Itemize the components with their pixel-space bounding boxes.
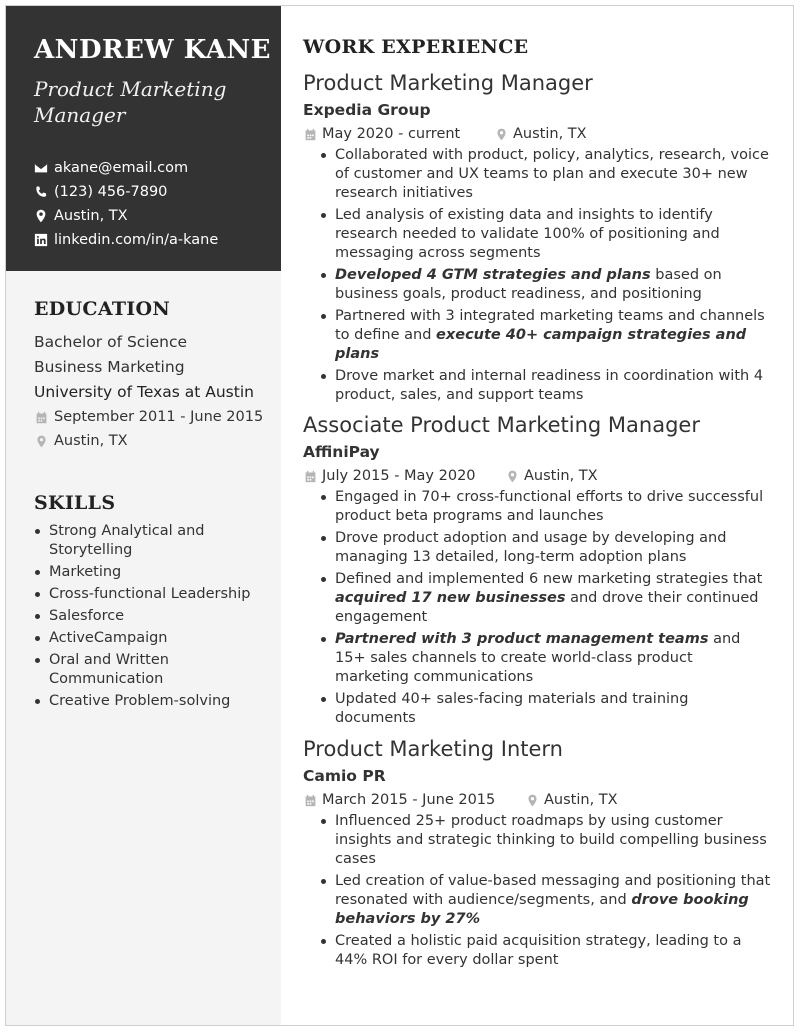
job-entry xyxy=(303,736,773,973)
skill-item: ActiveCampaign xyxy=(49,629,274,648)
job-location-text: Austin, TX xyxy=(513,126,587,142)
job-bullets xyxy=(335,146,771,405)
education-dates-text: September 2011 - June 2015 xyxy=(54,409,264,425)
bullet-item: Partnered with 3 integrated marketing teams and channels to define and execute 40+ campaign strategies and plans xyxy=(335,307,771,364)
envelope-icon xyxy=(34,161,48,175)
education-location-text: Austin, TX xyxy=(54,433,128,449)
bullet-item: Led creation of value-based messaging and positioning that resonated with audience/segments, and drove booking behaviors by 27% xyxy=(335,873,771,927)
skill-item: Creative Problem-solving xyxy=(49,692,274,711)
phone-icon xyxy=(34,185,48,199)
job-company: Camio PR xyxy=(303,767,386,785)
job-meta xyxy=(303,464,773,488)
bullet-item: Drove market and internal readiness in coordination with 4 product, sales, and support teams xyxy=(335,367,771,405)
education-school: University of Texas at Austin xyxy=(34,383,254,401)
job-dates: July 2015 - May 2020 xyxy=(322,468,476,484)
contact-location xyxy=(34,204,218,228)
job-company: Expedia Group xyxy=(303,101,431,119)
job-entry xyxy=(303,70,773,408)
sidebar xyxy=(6,6,281,1025)
map-pin-icon xyxy=(34,434,48,448)
bullet-item: Led analysis of existing data and insights to identify research needed to validate 100% of positioning and messaging across segments xyxy=(335,206,771,263)
header-block xyxy=(6,6,281,271)
map-pin-icon xyxy=(34,209,48,223)
job-location-text: Austin, TX xyxy=(544,792,618,808)
contact-location-text: Austin, TX xyxy=(54,208,128,224)
skill-item: Salesforce xyxy=(49,607,274,626)
bullet-item: Collaborated with product, policy, analytics, research, voice of customer and UX teams to plan and execute 30+ new research initiatives xyxy=(335,146,771,203)
resume-page xyxy=(5,5,794,1026)
job-location xyxy=(494,126,587,142)
calendar-icon xyxy=(34,410,48,424)
skill-item: Strong Analytical and Storytelling xyxy=(49,522,274,560)
bullet-item: Engaged in 70+ cross-functional efforts to drive successful product beta programs and launches xyxy=(335,488,771,526)
job-bullets xyxy=(335,488,771,728)
bullet-item: Updated 40+ sales-facing materials and training documents xyxy=(335,690,771,728)
person-name: ANDREW KANE xyxy=(34,35,271,65)
education-major: Business Marketing xyxy=(34,358,185,376)
education-section xyxy=(34,331,274,453)
job-title: Product Marketing Manager xyxy=(303,71,593,95)
contact-email[interactable] xyxy=(34,156,218,180)
contact-email-text: akane@email.com xyxy=(54,160,189,176)
bullet-item: Influenced 25+ product roadmaps by using customer insights and strategic thinking to build compelling business cases xyxy=(335,812,771,869)
job-entry xyxy=(303,412,773,731)
job-title: Associate Product Marketing Manager xyxy=(303,413,700,437)
job-location xyxy=(505,468,598,484)
skill-item: Oral and Written Communication xyxy=(49,651,274,689)
contact-list xyxy=(34,156,218,252)
calendar-icon xyxy=(303,127,317,141)
bullet-item: Drove product adoption and usage by developing and managing 13 detailed, long-term adoption plans xyxy=(335,529,771,567)
bullet-item: Developed 4 GTM strategies and plans based on business goals, product readiness, and positioning xyxy=(335,266,771,304)
contact-phone[interactable] xyxy=(34,180,218,204)
job-dates: May 2020 - current xyxy=(322,126,461,142)
contact-phone-text: (123) 456-7890 xyxy=(54,184,168,200)
bullet-item: Partnered with 3 product management teams and 15+ sales channels to create world-class product marketing communications xyxy=(335,630,771,687)
contact-linkedin-text: linkedin.com/in/a-kane xyxy=(54,232,219,248)
education-dates xyxy=(34,405,274,429)
education-location xyxy=(34,429,274,453)
education-degree: Bachelor of Science xyxy=(34,333,188,351)
job-location-text: Austin, TX xyxy=(524,468,598,484)
contact-linkedin[interactable] xyxy=(34,228,218,252)
skills-list xyxy=(49,522,274,714)
job-location xyxy=(525,792,618,808)
skill-item: Marketing xyxy=(49,563,274,582)
person-role: Product Marketing Manager xyxy=(34,77,227,127)
skill-item: Cross-functional Leadership xyxy=(49,585,274,604)
map-pin-icon xyxy=(505,469,519,483)
job-company: AffiniPay xyxy=(303,443,380,461)
job-meta xyxy=(303,788,773,812)
job-meta xyxy=(303,122,773,146)
bullet-item: Created a holistic paid acquisition strategy, leading to a 44% ROI for every dollar spent xyxy=(335,932,771,970)
map-pin-icon xyxy=(525,793,539,807)
skills-heading: SKILLS xyxy=(34,492,116,514)
calendar-icon xyxy=(303,469,317,483)
job-bullets xyxy=(335,812,771,970)
calendar-icon xyxy=(303,793,317,807)
map-pin-icon xyxy=(494,127,508,141)
job-dates: March 2015 - June 2015 xyxy=(322,792,496,808)
work-experience-heading: WORK EXPERIENCE xyxy=(303,36,529,58)
education-heading: EDUCATION xyxy=(34,298,170,320)
job-title: Product Marketing Intern xyxy=(303,737,563,761)
bullet-item: Defined and implemented 6 new marketing strategies that acquired 17 new businesses and drove their continued engagement xyxy=(335,570,771,627)
linkedin-icon xyxy=(34,233,48,247)
